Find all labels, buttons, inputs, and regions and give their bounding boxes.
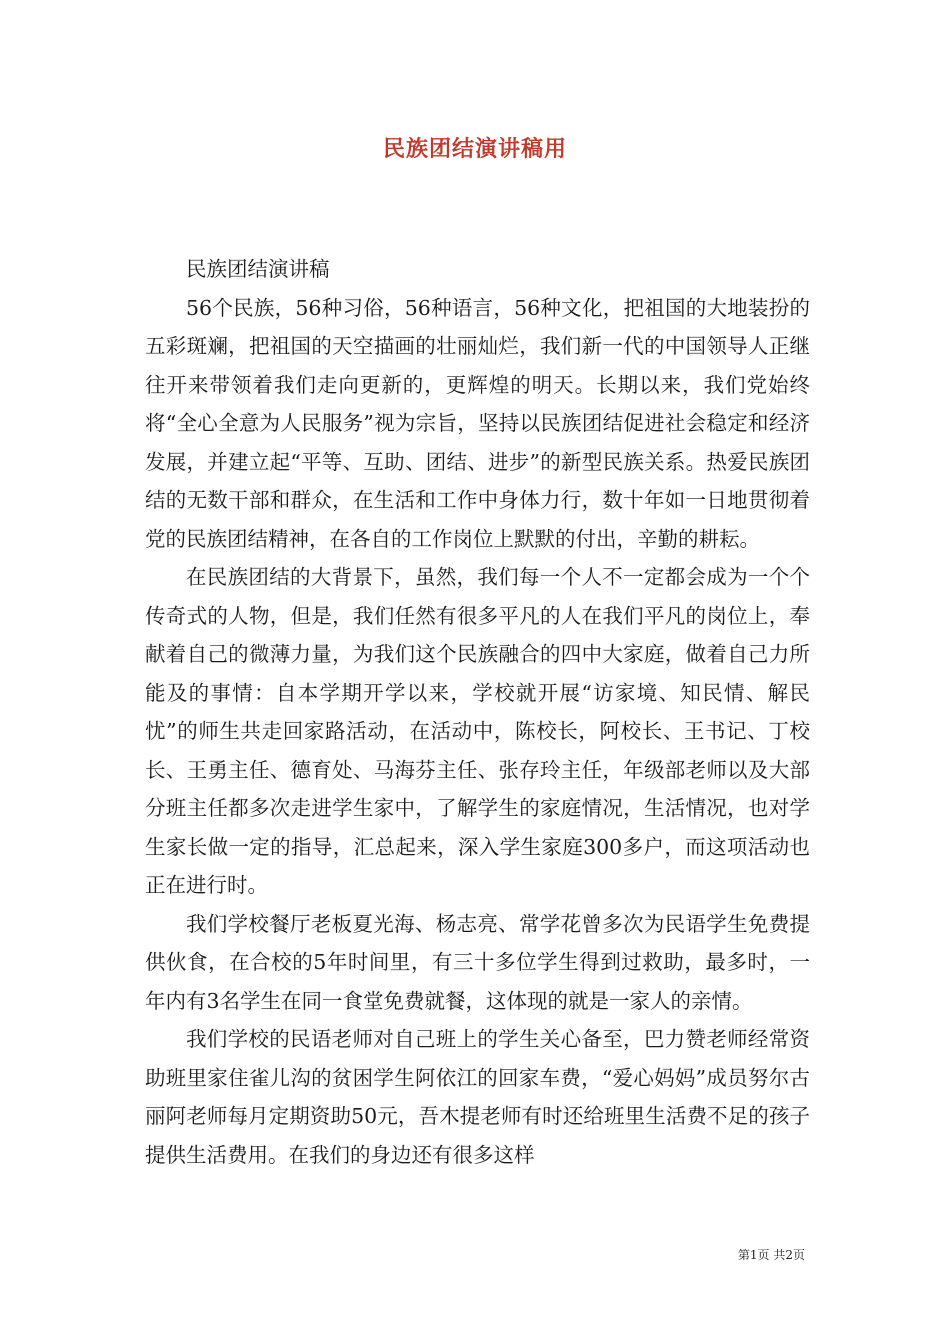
body-paragraph: 在民族团结的大背景下，虽然，我们每一个人不一定都会成为一个个传奇式的人物，但是，我们任然有很多平凡的人在我们平凡的岗位上，奉献着自己的微薄力量，为我们这个民族融合的四中大家庭，做着自己力所能及的事情：自本学期开学以来，学校就开展“访家境、知民情、解民忧”的师生共走回家路活动，在活动中，陈校长，阿校长、王书记、丁校长、王勇主任、德育处、马海芬主任、张存玲主任，年级部老师以及大部分班主任都多次走进学生家中，了解学生的家庭情况，生活情况，也对学生家长做一定的指导，汇总起来，深入学生家庭300多户，而这项活动也正在进行时。 <box>145 565 810 897</box>
body-paragraph: 民族团结演讲稿 <box>186 257 330 281</box>
document-title: 民族团结演讲稿用 <box>382 136 567 162</box>
body-paragraph: 56个民族，56种习俗，56种语言，56种文化，把祖国的大地装扮的五彩斑斓，把祖国的天空描画的壮丽灿烂，我们新一代的中国领导人正继往开来带领着我们走向更新的，更辉煌的明天。长期以来，我们党始终将“全心全意为人民服务”视为宗旨，坚持以民族团结促进社会稳定和经济发展，并建立起“平等、互助、团结、进步”的新型民族关系。热爱民族团结的无数干部和群众，在生活和工作中身体力行，数十年如一日地贯彻着党的民族团结精神，在各自的工作岗位上默默的付出，辛勤的耕耘。 <box>145 295 810 551</box>
document-body <box>145 250 810 1174</box>
body-paragraph: 我们学校餐厅老板夏光海、杨志亮、常学花曾多次为民语学生免费提供伙食，在合校的5年时间里，有三十多位学生得到过救助，最多时，一年内有3名学生在同一食堂免费就餐，这体现的就是一家人的亲情。 <box>145 911 810 1013</box>
page-number: 第1页 共2页 <box>737 1248 805 1262</box>
body-paragraph: 我们学校的民语老师对自己班上的学生关心备至，巴力赞老师经常资助班里家住雀儿沟的贫困学生阿依江的回家车费，“爱心妈妈”成员努尔古丽阿老师每月定期资助50元，吾木提老师有时还给班里生活费不足的孩子提供生活费用。在我们的身边还有很多这样 <box>145 1027 810 1167</box>
